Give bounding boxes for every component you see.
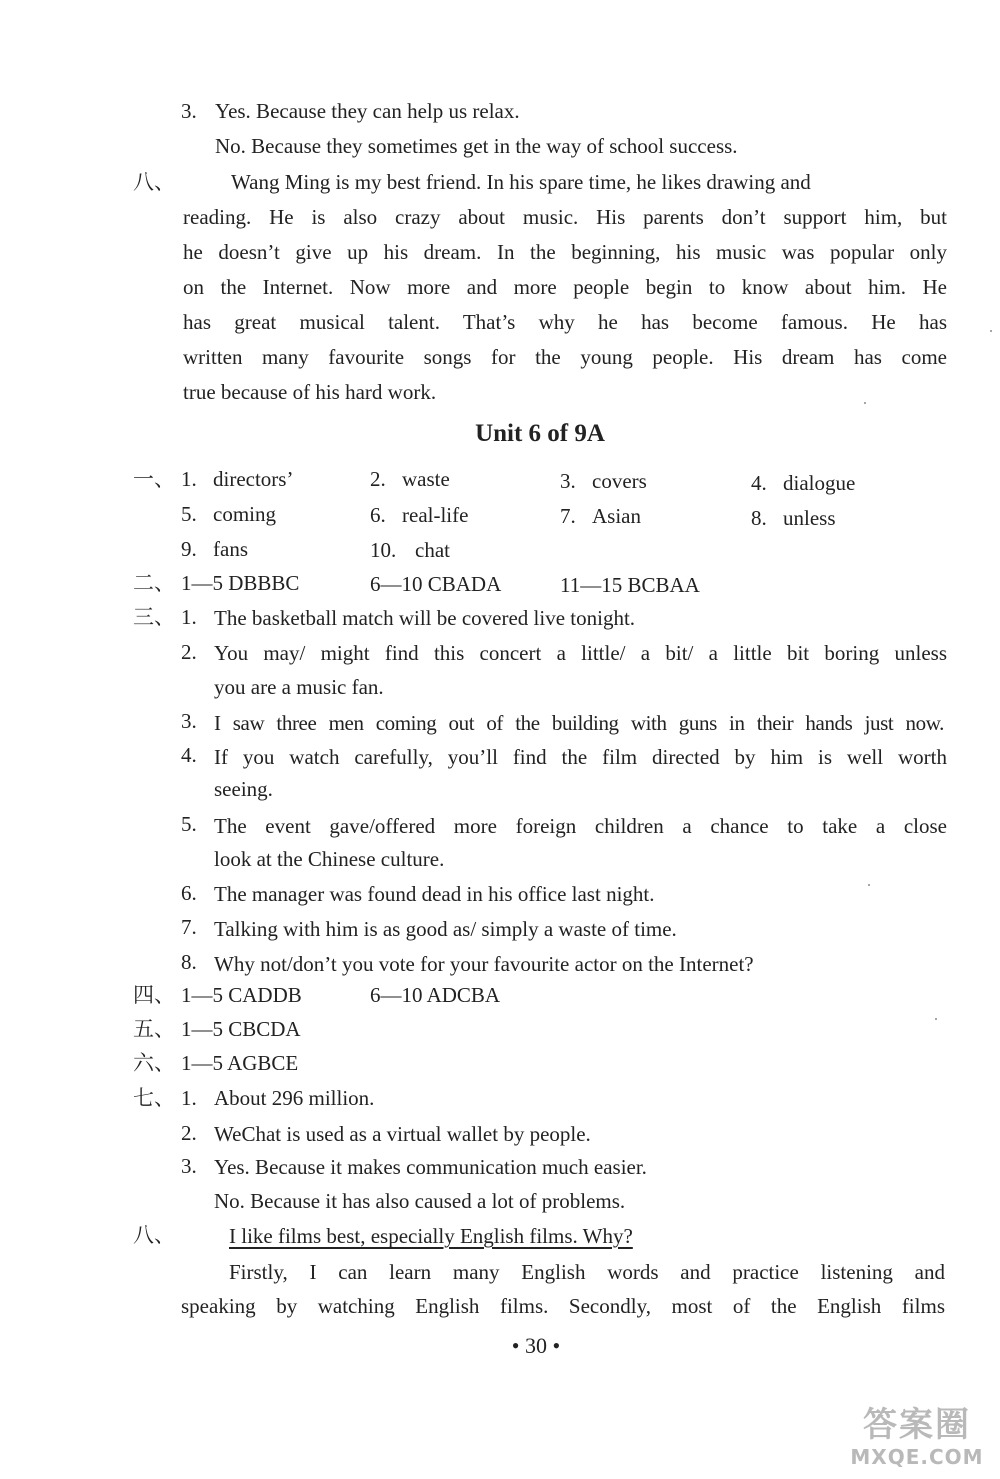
part6-answer: 1—5 AGBCE (181, 1051, 299, 1075)
essay-line: written many favourite songs for the young people. His dream has come (183, 345, 947, 369)
part1-item (181, 466, 293, 492)
part1-item (370, 502, 468, 528)
watermark-top: 答案圈 (863, 1405, 971, 1445)
part4-group: 6—10 ADCBA (370, 983, 501, 1007)
item-number: 1. (181, 605, 197, 629)
q3-number: 3. (181, 99, 197, 123)
sentence-line: you are a music fan. (214, 675, 384, 699)
item-number: 6. (370, 503, 386, 527)
item-number: 5. (181, 812, 197, 836)
sentence-line: If you watch carefully, you’ll find the film directed by him is well worth (214, 745, 947, 769)
part7-answer: WeChat is used as a virtual wallet by people. (214, 1122, 591, 1146)
item-word: dialogue (783, 471, 856, 495)
item-number: 10. (370, 538, 397, 562)
part1-item (370, 537, 450, 563)
item-number: 1. (181, 1086, 197, 1110)
unit-title: Unit 6 of 9A (475, 420, 605, 447)
part2-group: 6—10 CBADA (370, 572, 502, 596)
item-word: chat (415, 538, 450, 562)
essay-line: Firstly, I can learn many English words and practice listening and (229, 1260, 945, 1284)
scan-speck (868, 884, 870, 886)
part1-label: 一、 (133, 467, 175, 491)
part4-label: 四、 (133, 983, 175, 1007)
item-number: 2. (181, 640, 197, 664)
scan-speck (864, 402, 866, 404)
essay-line: reading. He is also crazy about music. His parents don’t support him, but (183, 205, 947, 229)
essay-line: speaking by watching English films. Secondly, most of the English films (181, 1294, 945, 1318)
item-word: covers (592, 469, 647, 493)
item-number: 2. (370, 467, 386, 491)
part1-item (560, 468, 647, 494)
essay-line: he doesn’t give up his dream. In the beginning, his music was popular only (183, 240, 947, 264)
item-number: 3. (560, 469, 576, 493)
item-number: 9. (181, 537, 197, 561)
part2-group: 1—5 DBBBC (181, 571, 300, 595)
item-number: 4. (181, 743, 197, 767)
sentence-line: The basketball match will be covered live tonight. (214, 606, 636, 630)
part1-item (370, 466, 450, 492)
item-number: 3. (181, 709, 197, 733)
item-word: real-life (402, 503, 469, 527)
part7-answer: Yes. Because it makes communication much easier. (214, 1155, 647, 1179)
sentence-line: seeing. (214, 777, 273, 801)
item-number: 3. (181, 1154, 197, 1178)
item-number: 1. (181, 467, 197, 491)
part7-label: 七、 (133, 1086, 175, 1110)
item-number: 7. (560, 504, 576, 528)
item-word: coming (213, 502, 276, 526)
item-number: 5. (181, 502, 197, 526)
part2-label: 二、 (133, 571, 175, 595)
page-number: • 30 • (511, 1333, 561, 1358)
watermark-logo (842, 1405, 992, 1475)
part4-group: 1—5 CADDB (181, 983, 302, 1007)
part5-answer: 1—5 CBCDA (181, 1017, 301, 1041)
part8-label-top: 八、 (133, 170, 175, 194)
item-word: Asian (592, 504, 641, 528)
item-word: fans (213, 537, 248, 561)
part1-item (181, 501, 276, 527)
item-number: 8. (751, 506, 767, 530)
sentence-line: Why not/don’t you vote for your favourite actor on the Internet? (214, 952, 754, 976)
scan-speck (935, 1018, 937, 1020)
essay-line: Wang Ming is my best friend. In his spare time, he likes drawing and (231, 170, 811, 194)
watermark-bottom: MXQE.COM (850, 1445, 984, 1469)
sentence-line: The manager was found dead in his office last night. (214, 882, 655, 906)
part8-label: 八、 (133, 1223, 175, 1247)
item-number: 6. (181, 881, 197, 905)
part7-answer: No. Because it has also caused a lot of problems. (214, 1189, 626, 1213)
essay-line: true because of his hard work. (183, 380, 437, 404)
sentence-line: Talking with him is as good as/ simply a waste of time. (214, 917, 677, 941)
essay-line: on the Internet. Now more and more people begin to know about him. He (183, 275, 947, 299)
part1-item (751, 470, 855, 496)
q3-no-answer: No. Because they sometimes get in the way of school success. (215, 134, 738, 158)
item-number: 4. (751, 471, 767, 495)
sentence-line: I saw three men coming out of the building with guns in their hands just now. (214, 711, 944, 735)
item-number: 7. (181, 915, 197, 939)
part3-label: 三、 (133, 605, 175, 629)
part7-answer: About 296 million. (214, 1086, 375, 1110)
part6-label: 六、 (133, 1051, 175, 1075)
essay-heading: I like films best, especially English films. Why? (229, 1224, 633, 1248)
q3-yes-answer: Yes. Because they can help us relax. (215, 99, 520, 123)
part2-group: 11—15 BCBAA (560, 573, 700, 597)
sentence-line: look at the Chinese culture. (214, 847, 445, 871)
part1-item (181, 536, 248, 562)
part1-item (751, 505, 836, 531)
essay-line: has great musical talent. That’s why he has become famous. He has (183, 310, 947, 334)
scan-speck (990, 330, 992, 332)
sentence-line: You may/ might find this concert a little/ a bit/ a little bit boring unless (214, 641, 947, 665)
item-word: waste (402, 467, 450, 491)
part5-label: 五、 (133, 1017, 175, 1041)
item-number: 8. (181, 950, 197, 974)
sentence-line: The event gave/offered more foreign children a chance to take a close (214, 814, 947, 838)
item-number: 2. (181, 1121, 197, 1145)
item-word: directors’ (213, 467, 294, 491)
part1-item (560, 503, 641, 529)
item-word: unless (783, 506, 836, 530)
